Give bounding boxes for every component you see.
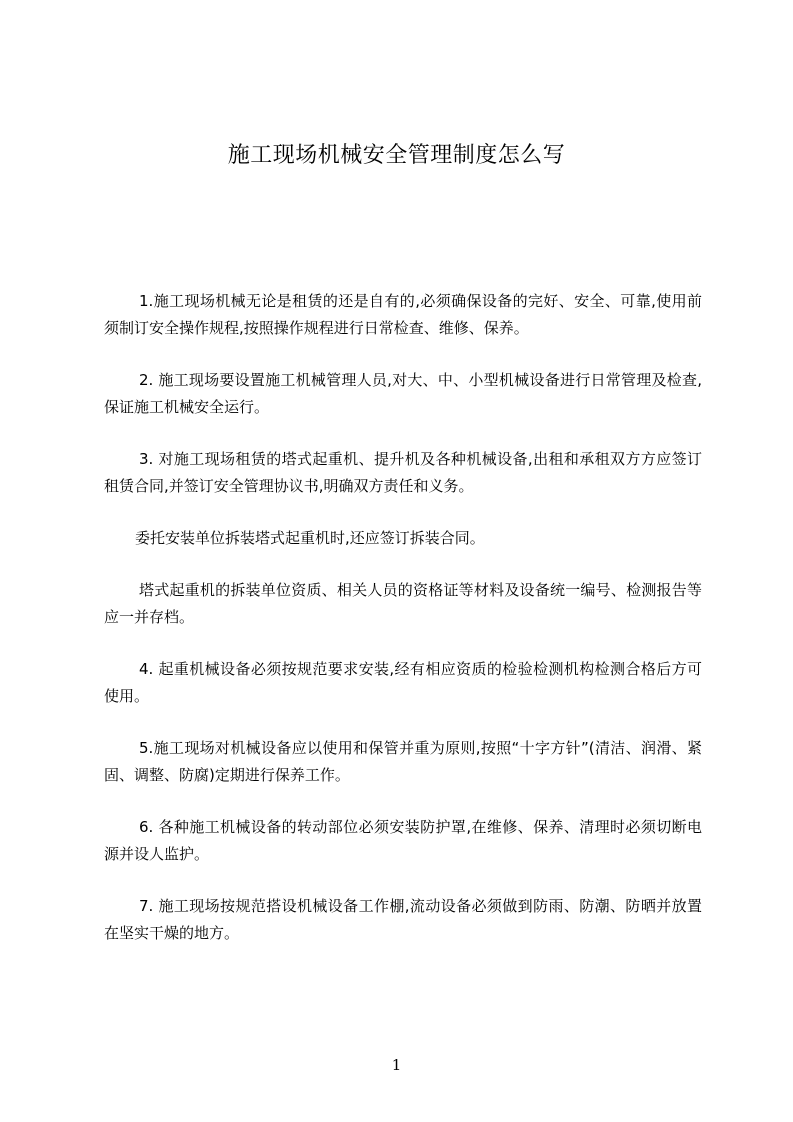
document-body	[104, 288, 702, 972]
page-number: 1	[391, 1056, 402, 1074]
paragraph-1: 1.施工现场机械无论是租赁的还是自有的,必须确保设备的完好、安全、可靠,使用前须制订安全操作规程,按照操作规程进行日常检查、维修、保养。	[104, 292, 702, 337]
paragraph-3: 3. 对施工现场租赁的塔式起重机、提升机及各种机械设备,出租和承租双方方应签订租赁合同,并签订安全管理协议书,明确双方责任和义务。	[104, 450, 702, 495]
paragraph-3-supplement: 委托安装单位拆装塔式起重机时,还应签订拆装合同。	[135, 529, 485, 547]
paragraph-4: 4. 起重机械设备必须按规范要求安装,经有相应资质的检验检测机构检测合格后方可使用。	[104, 660, 702, 705]
paragraph-3-archive-note: 塔式起重机的拆装单位资质、相关人员的资格证等材料及设备统一编号、检测报告等应一并存档。	[104, 581, 702, 626]
paragraph-5: 5.施工现场对机械设备应以使用和保管并重为原则,按照“十字方针”(清洁、润滑、紧固、调整、防腐)定期进行保养工作。	[104, 739, 702, 784]
paragraph-2: 2. 施工现场要设置施工机械管理人员,对大、中、小型机械设备进行日常管理及检查,保证施工机械安全运行。	[104, 371, 702, 416]
document-title: 施工现场机械安全管理制度怎么写	[227, 143, 566, 168]
paragraph-6: 6. 各种施工机械设备的转动部位必须安装防护罩,在维修、保养、清理时必须切断电源并设人监护。	[104, 818, 702, 863]
paragraph-7: 7. 施工现场按规范搭设机械设备工作棚,流动设备必须做到防雨、防潮、防晒并放置在坚实干燥的地方。	[104, 897, 702, 942]
